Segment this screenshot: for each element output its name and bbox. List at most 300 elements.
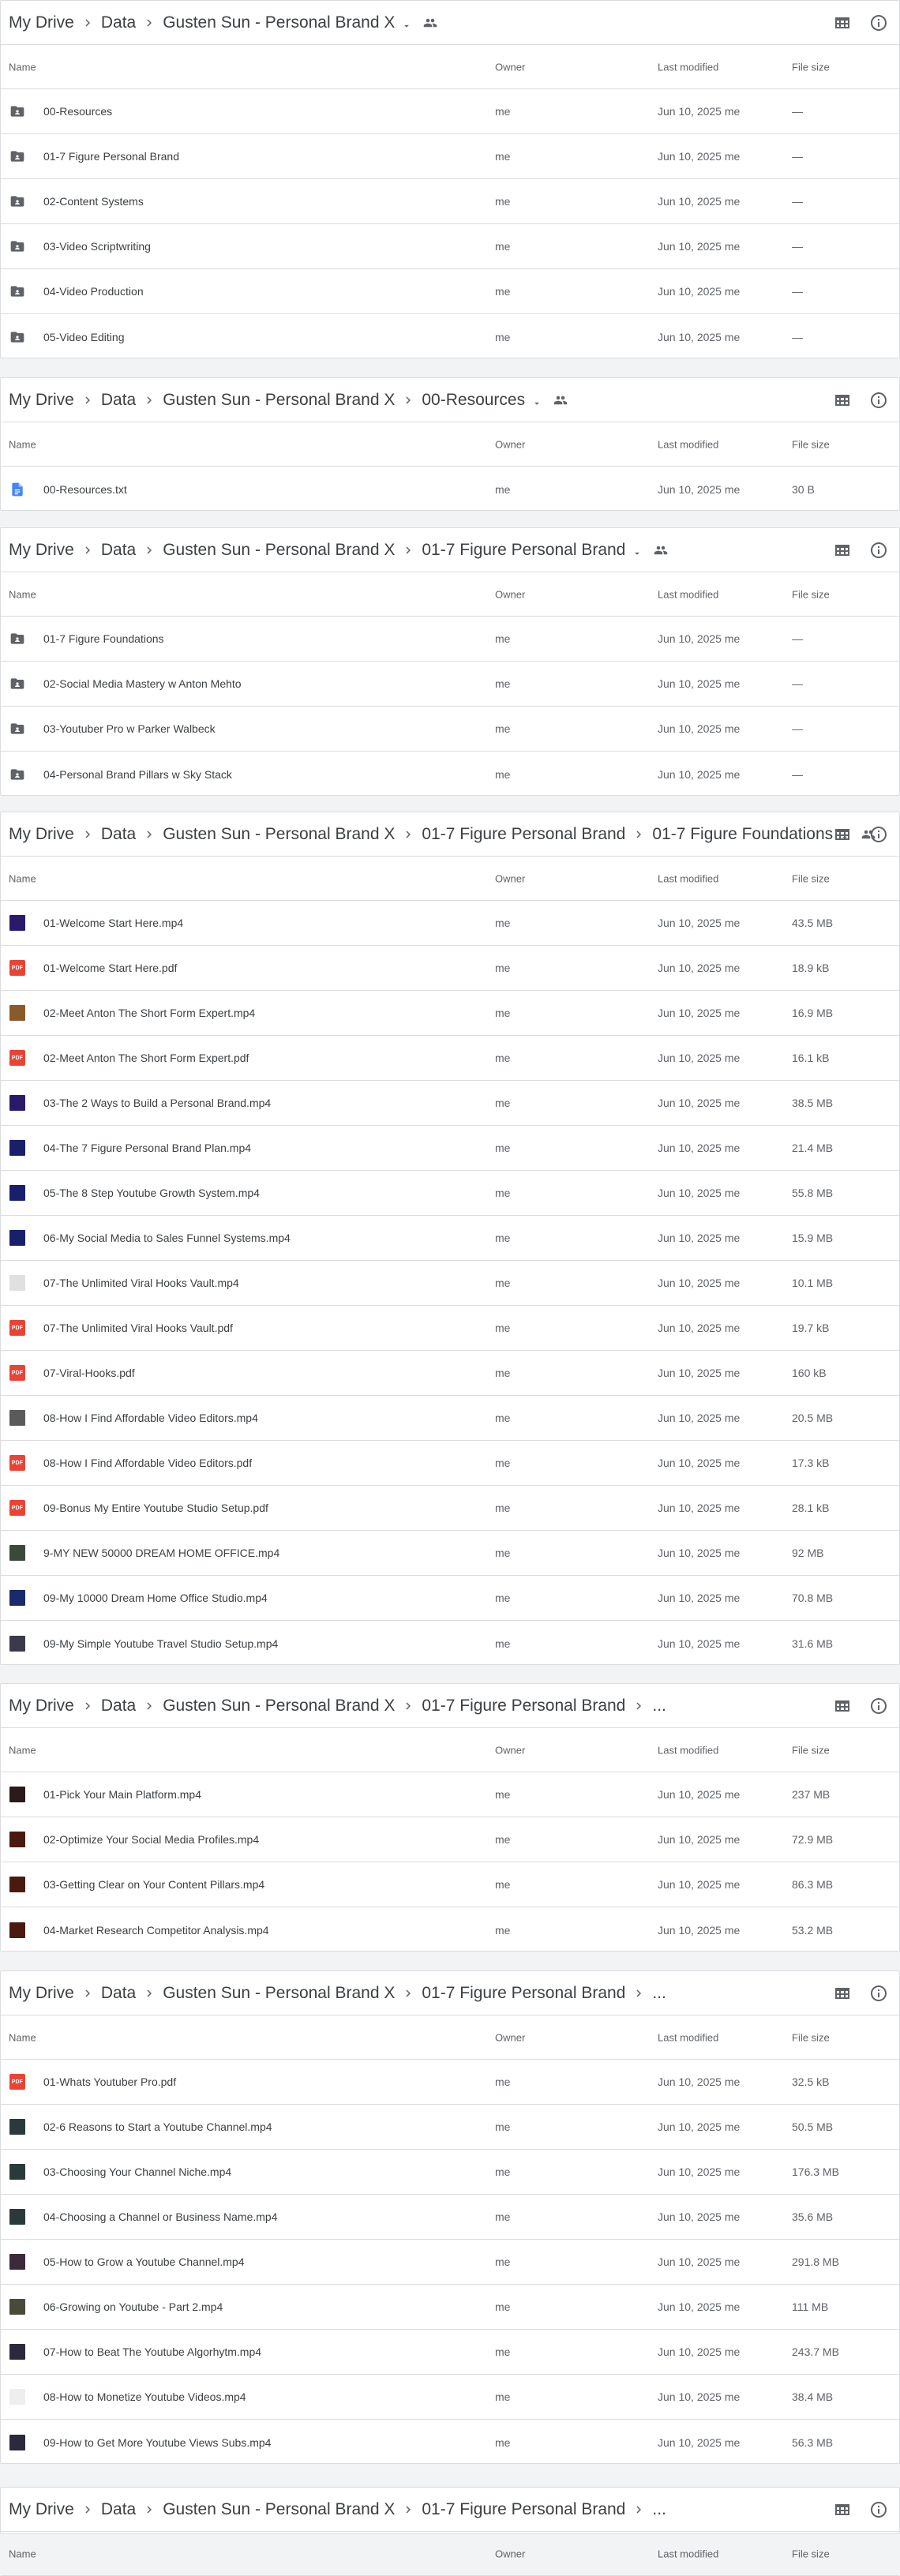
file-row[interactable]: [1, 1621, 899, 1666]
file-name-cell: [9, 1004, 255, 1022]
file-name[interactable]: 05-Video Editing: [43, 330, 125, 343]
file-row[interactable]: [1, 1531, 899, 1576]
file-name-cell: [9, 2253, 245, 2270]
file-owner: me: [495, 1878, 511, 1891]
file-name[interactable]: 04-Personal Brand Pillars w Sky Stack: [43, 767, 232, 781]
shared-folder-icon: [9, 283, 26, 300]
file-name[interactable]: 01-Pick Your Main Platform.mp4: [43, 1788, 201, 1801]
column-owner[interactable]: Owner: [495, 2031, 526, 2043]
file-row[interactable]: [1, 2060, 899, 2105]
file-row[interactable]: [1, 946, 899, 991]
file-name-cell: [9, 2388, 246, 2405]
file-size: 16.1 kB: [792, 1052, 830, 1064]
breadcrumb-item[interactable]: ...: [652, 1696, 666, 1715]
file-last-modified: Jun 10, 2025 me: [658, 1052, 741, 1064]
breadcrumb-item[interactable]: Data: [100, 390, 137, 409]
file-size: —: [792, 632, 803, 645]
breadcrumb-item[interactable]: ...: [652, 1983, 666, 2002]
column-header-row: [1, 45, 899, 89]
video-thumbnail-icon: [9, 2208, 26, 2225]
file-row[interactable]: [1, 1907, 899, 1952]
video-thumbnail-icon: [9, 914, 26, 932]
file-row[interactable]: [1, 2285, 899, 2330]
shared-people-icon: [654, 543, 668, 557]
folder-panel: [0, 1970, 900, 2464]
file-name[interactable]: 02-Meet Anton The Short Form Expert.pdf: [43, 1052, 249, 1064]
breadcrumb: [9, 1697, 666, 1715]
file-last-modified: Jun 10, 2025 me: [658, 2165, 741, 2178]
column-name[interactable]: Name: [9, 61, 36, 73]
column-owner[interactable]: Owner: [495, 438, 526, 450]
caret-down-icon[interactable]: [531, 395, 542, 406]
file-name[interactable]: 03-Video Scriptwriting: [43, 240, 151, 253]
file-size: 92 MB: [792, 1547, 824, 1559]
file-owner: me: [495, 1592, 511, 1604]
file-name-cell: [9, 1274, 239, 1292]
file-row[interactable]: [1, 89, 899, 134]
panel-header: [1, 528, 899, 572]
breadcrumb-item[interactable]: My Drive: [9, 1983, 74, 2002]
file-name[interactable]: 02-6 Reasons to Start a Youtube Channel.mp4: [43, 2120, 272, 2133]
folder-panel: [0, 1683, 900, 1952]
chevron-right-icon: [81, 827, 95, 842]
file-last-modified: Jun 10, 2025 me: [658, 2120, 741, 2133]
column-last-modified[interactable]: Last modified: [658, 588, 719, 600]
breadcrumb-item[interactable]: Gusten Sun - Personal Brand X: [163, 13, 396, 32]
file-name-cell: [9, 1409, 258, 1427]
file-name[interactable]: 08-How to Monetize Youtube Videos.mp4: [43, 2390, 246, 2403]
file-owner: me: [495, 1923, 511, 1937]
file-row[interactable]: [1, 1817, 899, 1862]
column-header-row: [1, 1728, 899, 1772]
file-name[interactable]: 08-How I Find Affordable Video Editors.pdf: [43, 1457, 253, 1469]
chevron-right-icon: [81, 16, 95, 30]
breadcrumb-item[interactable]: Gusten Sun - Personal Brand X: [163, 824, 396, 843]
file-name[interactable]: 01-7 Figure Personal Brand: [43, 150, 179, 163]
file-row[interactable]: [1, 901, 899, 946]
breadcrumb-item[interactable]: Gusten Sun - Personal Brand X: [163, 1983, 396, 2002]
file-name[interactable]: 03-Choosing Your Channel Niche.mp4: [43, 2165, 232, 2178]
video-thumbnail-icon: [9, 1139, 26, 1157]
file-name-cell: [9, 720, 216, 737]
file-last-modified: Jun 10, 2025 me: [658, 1097, 741, 1109]
file-row[interactable]: [1, 2105, 899, 2150]
file-last-modified: Jun 10, 2025 me: [658, 1142, 741, 1154]
file-name[interactable]: 01-Whats Youtuber Pro.pdf: [43, 2075, 177, 2088]
file-owner: me: [495, 2435, 511, 2449]
file-name[interactable]: 04-Market Research Competitor Analysis.mp4: [43, 1923, 269, 1937]
pdf-icon: PDF: [9, 1454, 26, 1472]
file-name[interactable]: 01-7 Figure Foundations: [43, 632, 164, 645]
file-row[interactable]: [1, 662, 899, 707]
file-last-modified: Jun 10, 2025 me: [658, 1007, 741, 1019]
file-name[interactable]: 09-How to Get More Youtube Views Subs.mp4: [43, 2435, 272, 2449]
file-last-modified: Jun 10, 2025 me: [658, 632, 741, 645]
file-name-cell: [9, 630, 164, 647]
breadcrumb-item[interactable]: 01-7 Figure Personal Brand: [422, 1696, 626, 1715]
file-owner: me: [495, 1637, 511, 1650]
file-name-cell: [9, 1589, 268, 1607]
file-name[interactable]: 01-Welcome Start Here.pdf: [43, 962, 178, 974]
column-file-size[interactable]: File size: [792, 2548, 830, 2559]
file-row[interactable]: [1, 269, 899, 314]
file-last-modified: Jun 10, 2025 me: [658, 105, 741, 118]
file-last-modified: Jun 10, 2025 me: [658, 1923, 741, 1937]
info-icon[interactable]: [869, 2500, 888, 2523]
breadcrumb-item[interactable]: Data: [100, 824, 137, 843]
column-header-row: [1, 572, 899, 617]
breadcrumb-item[interactable]: Data: [100, 2499, 137, 2518]
column-file-size[interactable]: File size: [792, 588, 830, 600]
grid-view-icon[interactable]: [833, 1697, 852, 1719]
column-owner[interactable]: Owner: [495, 872, 526, 884]
file-owner: me: [495, 962, 511, 974]
pdf-icon: PDF: [9, 1499, 26, 1517]
file-name-cell: [9, 766, 232, 783]
file-size: 21.4 MB: [792, 1142, 834, 1154]
info-icon[interactable]: [869, 541, 888, 564]
file-size: 55.8 MB: [792, 1187, 834, 1199]
column-file-size[interactable]: File size: [792, 872, 830, 884]
column-file-size[interactable]: File size: [792, 61, 830, 73]
column-owner[interactable]: Owner: [495, 588, 526, 600]
file-size: 30 B: [792, 482, 815, 496]
file-name-cell: [9, 238, 151, 255]
file-name[interactable]: 04-Choosing a Channel or Business Name.mp4: [43, 2210, 278, 2223]
breadcrumb-item[interactable]: Gusten Sun - Personal Brand X: [163, 1696, 396, 1715]
file-name-cell: [9, 1499, 268, 1517]
chevron-right-icon: [632, 827, 646, 842]
video-thumbnail-icon: [9, 2434, 26, 2451]
chevron-right-icon: [142, 1986, 156, 2000]
breadcrumb-item[interactable]: Data: [100, 1983, 137, 2002]
column-last-modified[interactable]: Last modified: [658, 2031, 719, 2043]
file-name-cell: [9, 283, 144, 300]
shared-folder-icon: [9, 238, 26, 255]
file-row[interactable]: [1, 224, 899, 269]
file-row[interactable]: [1, 1772, 899, 1817]
file-name-cell: [9, 193, 144, 210]
file-owner: me: [495, 195, 511, 208]
column-last-modified[interactable]: Last modified: [658, 438, 719, 450]
breadcrumb-item[interactable]: My Drive: [9, 1696, 74, 1715]
file-name-cell: [9, 1544, 279, 1562]
info-icon[interactable]: [869, 391, 888, 414]
file-name[interactable]: 09-My Simple Youtube Travel Studio Setup.mp4: [43, 1637, 279, 1650]
file-name[interactable]: 07-The Unlimited Viral Hooks Vault.mp4: [43, 1277, 239, 1289]
file-size: 291.8 MB: [792, 2255, 839, 2268]
file-row[interactable]: [1, 1576, 899, 1621]
file-row[interactable]: [1, 467, 899, 512]
file-owner: me: [495, 285, 511, 298]
file-name[interactable]: 03-Getting Clear on Your Content Pillars.mp4: [43, 1878, 265, 1891]
column-last-modified[interactable]: Last modified: [658, 2548, 719, 2559]
shared-folder-icon: [9, 328, 26, 346]
grid-view-icon[interactable]: [833, 2500, 852, 2523]
file-row[interactable]: [1, 179, 899, 224]
file-row[interactable]: [1, 617, 899, 662]
file-row[interactable]: [1, 2150, 899, 2195]
file-row[interactable]: [1, 2420, 899, 2465]
file-row[interactable]: [1, 991, 899, 1036]
file-owner: me: [495, 2255, 511, 2268]
file-name[interactable]: 07-How to Beat The Youtube Algorhytm.mp4: [43, 2345, 262, 2358]
file-row[interactable]: [1, 1351, 899, 1396]
file-size: 72.9 MB: [792, 1833, 834, 1846]
file-last-modified: Jun 10, 2025 me: [658, 1637, 741, 1650]
file-last-modified: Jun 10, 2025 me: [658, 2075, 741, 2088]
file-owner: me: [495, 2120, 511, 2133]
panel-header: [1, 378, 899, 422]
file-name[interactable]: 02-Meet Anton The Short Form Expert.mp4: [43, 1007, 256, 1019]
file-name[interactable]: 02-Optimize Your Social Media Profiles.mp4: [43, 1833, 260, 1846]
file-owner: me: [495, 2390, 511, 2403]
file-name[interactable]: 02-Social Media Mastery w Anton Mehto: [43, 677, 242, 690]
video-thumbnail-icon: [9, 1876, 26, 1893]
panel-header: [1, 1971, 899, 2015]
info-icon[interactable]: [869, 825, 888, 848]
file-last-modified: Jun 10, 2025 me: [658, 2390, 741, 2403]
file-row[interactable]: [1, 1441, 899, 1486]
breadcrumb-item[interactable]: My Drive: [9, 540, 74, 559]
file-name-cell: [9, 1831, 259, 1848]
caret-down-icon[interactable]: [401, 17, 412, 28]
file-row[interactable]: [1, 1036, 899, 1081]
column-last-modified[interactable]: Last modified: [658, 872, 719, 884]
breadcrumb: [9, 825, 876, 844]
chevron-right-icon: [81, 393, 95, 407]
chevron-right-icon: [401, 827, 415, 842]
text-document-icon: [9, 481, 26, 498]
file-size: 18.9 kB: [792, 962, 830, 974]
breadcrumb-item[interactable]: Data: [100, 13, 137, 32]
file-row[interactable]: [1, 1126, 899, 1171]
file-name[interactable]: 9-MY NEW 50000 DREAM HOME OFFICE.mp4: [43, 1547, 280, 1559]
file-owner: me: [495, 2210, 511, 2223]
breadcrumb-item[interactable]: ...: [652, 2499, 666, 2518]
file-row[interactable]: [1, 1486, 899, 1531]
file-row[interactable]: [1, 1171, 899, 1216]
breadcrumb-item[interactable]: Data: [100, 540, 137, 559]
file-name-cell: [9, 1184, 260, 1202]
file-last-modified: Jun 10, 2025 me: [658, 2300, 741, 2313]
file-name[interactable]: 05-How to Grow a Youtube Channel.mp4: [43, 2255, 245, 2268]
column-last-modified[interactable]: Last modified: [658, 61, 719, 73]
file-owner: me: [495, 105, 511, 118]
file-name-cell: [9, 2073, 176, 2090]
file-name[interactable]: 06-My Social Media to Sales Funnel Systems.mp4: [43, 1232, 291, 1244]
file-row[interactable]: [1, 1862, 899, 1907]
info-icon[interactable]: [869, 1984, 888, 2007]
file-owner: me: [495, 1052, 511, 1064]
pdf-icon: PDF: [9, 1049, 26, 1067]
file-owner: me: [495, 2345, 511, 2358]
column-name[interactable]: Name: [9, 872, 36, 884]
shared-folder-icon: [9, 675, 26, 692]
file-row[interactable]: [1, 752, 899, 797]
video-thumbnail-icon: [9, 2163, 26, 2180]
file-last-modified: Jun 10, 2025 me: [658, 1367, 741, 1379]
breadcrumb-item[interactable]: 00-Resources: [422, 390, 526, 409]
chevron-right-icon: [632, 1986, 646, 2000]
file-last-modified: Jun 10, 2025 me: [658, 677, 741, 690]
file-size: 31.6 MB: [792, 1637, 834, 1650]
column-header-row: [1, 2015, 899, 2060]
file-name[interactable]: 05-The 8 Step Youtube Growth System.mp4: [43, 1187, 260, 1199]
column-owner[interactable]: Owner: [495, 61, 526, 73]
file-name[interactable]: 01-Welcome Start Here.mp4: [43, 917, 184, 929]
file-owner: me: [495, 722, 511, 735]
file-name[interactable]: 07-Viral-Hooks.pdf: [43, 1367, 135, 1379]
column-owner[interactable]: Owner: [495, 1744, 526, 1756]
file-name[interactable]: 03-Youtuber Pro w Parker Walbeck: [43, 722, 216, 735]
chevron-right-icon: [401, 1699, 415, 1713]
file-name[interactable]: 06-Growing on Youtube - Part 2.mp4: [43, 2300, 223, 2313]
breadcrumb-item[interactable]: 01-7 Figure Personal Brand: [422, 1983, 626, 2002]
file-row[interactable]: [1, 2330, 899, 2375]
file-owner: me: [495, 1547, 511, 1559]
grid-view-icon[interactable]: [833, 541, 852, 564]
grid-view-icon[interactable]: [833, 391, 852, 414]
grid-view-icon[interactable]: [833, 13, 852, 36]
file-last-modified: Jun 10, 2025 me: [658, 2435, 741, 2449]
breadcrumb-item[interactable]: Gusten Sun - Personal Brand X: [163, 390, 396, 409]
file-name[interactable]: 09-Bonus My Entire Youtube Studio Setup.pdf: [43, 1502, 268, 1514]
file-last-modified: Jun 10, 2025 me: [658, 722, 741, 735]
file-name[interactable]: 04-Video Production: [43, 285, 144, 298]
breadcrumb-item[interactable]: My Drive: [9, 13, 74, 32]
breadcrumb-item[interactable]: Data: [100, 1696, 137, 1715]
file-owner: me: [495, 917, 511, 929]
file-row[interactable]: [1, 1081, 899, 1126]
file-size: 53.2 MB: [792, 1923, 834, 1937]
breadcrumb-item[interactable]: 01-7 Figure Personal Brand: [422, 824, 626, 843]
file-row[interactable]: [1, 2375, 899, 2420]
video-thumbnail-icon: [9, 1184, 26, 1202]
column-name[interactable]: Name: [9, 2548, 36, 2559]
column-name[interactable]: Name: [9, 2031, 36, 2043]
video-thumbnail-icon: [9, 2298, 26, 2315]
video-thumbnail-icon: [9, 2388, 26, 2405]
video-thumbnail-icon: [9, 1409, 26, 1427]
file-last-modified: Jun 10, 2025 me: [658, 240, 741, 253]
file-name-cell: [9, 914, 183, 932]
chevron-right-icon: [81, 543, 95, 557]
file-name-cell: [9, 148, 179, 165]
file-row[interactable]: [1, 2195, 899, 2240]
file-owner: me: [495, 2075, 511, 2088]
column-name[interactable]: Name: [9, 588, 36, 600]
header-actions: [833, 541, 888, 564]
breadcrumb-item[interactable]: 01-7 Figure Personal Brand: [422, 2499, 626, 2518]
chevron-right-icon: [401, 1986, 415, 2000]
file-row[interactable]: [1, 1306, 899, 1351]
file-row[interactable]: [1, 314, 899, 359]
column-name[interactable]: Name: [9, 438, 36, 450]
file-owner: me: [495, 1457, 511, 1469]
file-last-modified: Jun 10, 2025 me: [658, 482, 741, 496]
info-icon[interactable]: [869, 13, 888, 36]
chevron-right-icon: [632, 2503, 646, 2517]
file-name-cell: [9, 1229, 291, 1247]
column-file-size[interactable]: File size: [792, 2031, 830, 2043]
column-owner[interactable]: Owner: [495, 2548, 526, 2559]
column-last-modified[interactable]: Last modified: [658, 1744, 719, 1756]
file-name[interactable]: 00-Resources: [43, 105, 113, 118]
grid-view-icon[interactable]: [833, 1984, 852, 2007]
file-name[interactable]: 00-Resources.txt: [43, 482, 127, 496]
file-row[interactable]: [1, 1261, 899, 1306]
file-name-cell: [9, 103, 112, 120]
file-owner: me: [495, 1833, 511, 1846]
chevron-right-icon: [401, 2503, 415, 2517]
file-row[interactable]: [1, 134, 899, 179]
column-file-size[interactable]: File size: [792, 438, 830, 450]
file-owner: me: [495, 2300, 511, 2313]
file-name[interactable]: 09-My 10000 Dream Home Office Studio.mp4: [43, 1592, 268, 1604]
shared-folder-icon: [9, 103, 26, 120]
chevron-right-icon: [142, 393, 156, 407]
file-owner: me: [495, 1142, 511, 1154]
file-name-cell: [9, 1319, 233, 1337]
grid-view-icon[interactable]: [833, 825, 852, 848]
panel-header: [1, 1, 899, 45]
column-name[interactable]: Name: [9, 1744, 36, 1756]
file-row[interactable]: [1, 1396, 899, 1441]
file-owner: me: [495, 330, 511, 343]
file-row[interactable]: [1, 2240, 899, 2285]
column-file-size[interactable]: File size: [792, 1744, 830, 1756]
file-row[interactable]: [1, 707, 899, 752]
file-name-cell: [9, 481, 127, 498]
breadcrumb-item[interactable]: My Drive: [9, 390, 74, 409]
file-name-cell: [9, 1454, 252, 1472]
file-size: 243.7 MB: [792, 2345, 839, 2358]
chevron-right-icon: [401, 543, 415, 557]
caret-down-icon[interactable]: [632, 545, 643, 556]
chevron-right-icon: [632, 1699, 646, 1713]
breadcrumb-item[interactable]: 01-7 Figure Foundations: [652, 824, 834, 843]
file-name[interactable]: 08-How I Find Affordable Video Editors.mp4: [43, 1412, 258, 1424]
file-name[interactable]: 07-The Unlimited Viral Hooks Vault.pdf: [43, 1322, 233, 1334]
breadcrumb-item[interactable]: Gusten Sun - Personal Brand X: [163, 540, 396, 559]
file-name[interactable]: 03-The 2 Ways to Build a Personal Brand.mp4: [43, 1097, 272, 1109]
breadcrumb: [9, 1984, 666, 2003]
panel-header: [1, 1684, 899, 1728]
folder-panel: [0, 2487, 900, 2559]
file-last-modified: Jun 10, 2025 me: [658, 1547, 741, 1559]
video-thumbnail-icon: [9, 2343, 26, 2360]
file-name[interactable]: 04-The 7 Figure Personal Brand Plan.mp4: [43, 1142, 252, 1154]
header-actions: [833, 2500, 888, 2523]
file-row[interactable]: [1, 1216, 899, 1261]
file-owner: me: [495, 1502, 511, 1514]
breadcrumb-item[interactable]: 01-7 Figure Personal Brand: [422, 540, 626, 559]
header-actions: [833, 825, 888, 848]
info-icon[interactable]: [869, 1697, 888, 1719]
file-last-modified: Jun 10, 2025 me: [658, 1788, 741, 1801]
file-name[interactable]: 02-Content Systems: [43, 195, 144, 208]
chevron-right-icon: [81, 2503, 95, 2517]
file-last-modified: Jun 10, 2025 me: [658, 2345, 741, 2358]
video-thumbnail-icon: [9, 1004, 26, 1022]
breadcrumb-item[interactable]: My Drive: [9, 824, 74, 843]
breadcrumb-item[interactable]: My Drive: [9, 2499, 74, 2518]
file-size: 16.9 MB: [792, 1007, 834, 1019]
breadcrumb-item[interactable]: Gusten Sun - Personal Brand X: [163, 2499, 396, 2518]
column-header-row: [1, 2532, 899, 2576]
file-last-modified: Jun 10, 2025 me: [658, 1878, 741, 1891]
